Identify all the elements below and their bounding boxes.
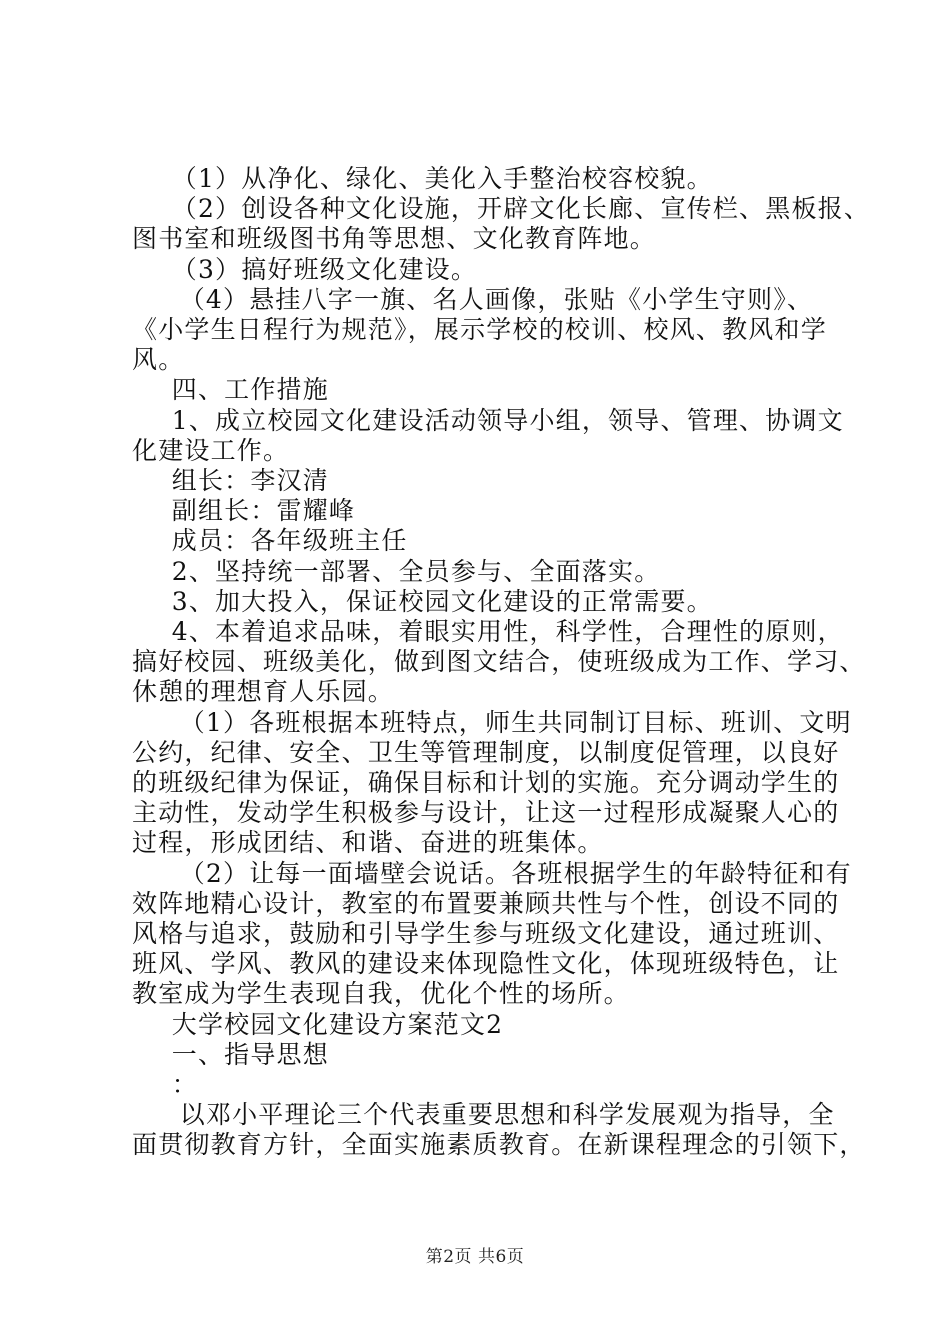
text-line: （1）各班根据本班特点，师生共同制订目标、班训、文明 — [179, 707, 852, 737]
text-line: （2）创设各种文化设施，开辟文化长廊、宣传栏、黑板报、 — [171, 194, 871, 224]
text-line: 搞好校园、班级美化，做到图文结合，使班级成为工作、学习、 — [132, 647, 866, 677]
text-line: 组长：李汉清 — [171, 466, 329, 495]
text-line: 过程，形成团结、和谐、奋进的班集体。 — [132, 828, 604, 858]
text-line: （4）悬挂八字一旗、名人画像，张贴《小学生守则》、 — [179, 284, 814, 314]
text-line: 1、成立校园文化建设活动领导小组，领导、管理、协调文 — [171, 405, 844, 435]
text-line: 成员：各年级班主任 — [171, 526, 408, 556]
text-line: 风格与追求，鼓励和引导学生参与班级文化建设，通过班训、 — [132, 919, 840, 948]
page-footer: 第2页 共6页 — [425, 1247, 525, 1267]
text-line: 休憩的理想育人乐园。 — [132, 677, 395, 707]
text-line: 以邓小平理论三个代表重要思想和科学发展观为指导，全 — [179, 1100, 835, 1130]
text-line: （3）搞好班级文化建设。 — [171, 254, 478, 284]
text-line: 风。 — [132, 345, 185, 375]
text-line: （1）从净化、绿化、美化入手整治校容校貌。 — [171, 164, 713, 193]
text-line: 副组长：雷耀峰 — [171, 496, 356, 526]
text-line: 2、坚持统一部署、全员参与、全面落实。 — [171, 556, 661, 586]
text-line: 主动性，发动学生积极参与设计，让这一过程形成凝聚人心的 — [132, 798, 840, 828]
text-line: 化建设工作。 — [132, 435, 290, 465]
text-line: 图书室和班级图书角等思想、文化教育阵地。 — [132, 224, 657, 254]
text-line: 班风、学风、教风的建设来体现隐性文化，体现班级特色，让 — [132, 949, 840, 979]
text-line: （2）让每一面墙壁会说话。各班根据学生的年龄特征和有 — [179, 858, 852, 888]
text-line: 的班级纪律为保证，确保目标和计划的实施。充分调动学生的 — [132, 768, 840, 797]
text-line: 效阵地精心设计，教室的布置要兼顾共性与个性，创设不同的 — [132, 888, 840, 918]
text-line: 四、工作措施 — [171, 375, 329, 405]
text-line: ： — [171, 1070, 198, 1099]
text-line: 4、本着追求品味，着眼实用性，科学性，合理性的原则， — [171, 617, 844, 646]
text-line: 《小学生日程行为规范》，展示学校的校训、校风、教风和学 — [132, 315, 827, 344]
text-line: 3、加大投入，保证校园文化建设的正常需要。 — [171, 586, 713, 616]
text-line: 一、指导思想 — [171, 1039, 329, 1069]
text-line: 面贯彻教育方针，全面实施素质教育。在新课程理念的引领下， — [132, 1130, 866, 1160]
text-line: 大学校园文化建设方案范文2 — [171, 1009, 504, 1039]
text-line: 教室成为学生表现自我，优化个性的场所。 — [132, 979, 630, 1009]
text-line: 公约，纪律、安全、卫生等管理制度，以制度促管理，以良好 — [132, 737, 840, 767]
